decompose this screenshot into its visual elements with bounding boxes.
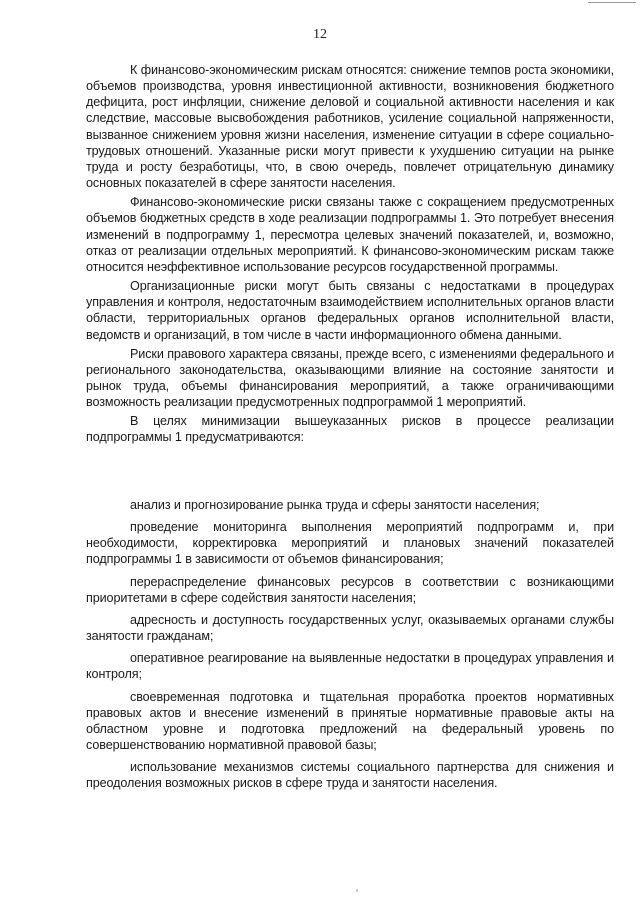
document-body	[86, 62, 614, 446]
mitigation-measures-list	[86, 497, 614, 792]
measure-item: адресность и доступность государственных услуг, оказываемых органами службы занятости гражданам;	[86, 612, 614, 644]
paragraph-budget-risks: Финансово-экономические риски связаны также с сокращением предусмотренных объемов бюджетных средств в ходе реализации подпрограммы 1. Это потребует внесения изменений в подпрограмму 1, пересмотра целевых значений показателей, и, возможно, отказ от реализации отдельных мероприятий. К финансово-экономическим рискам также относится неэффективное использование ресурсов государственной программы.	[86, 195, 614, 274]
measure-item: проведение мониторинга выполнения мероприятий подпрограмм и, при необходимости, корректировка мероприятий и плановых значений показателей подпрограммы 1 в зависимости от объемов финансирования;	[86, 520, 614, 567]
measure-item: использование механизмов системы социального партнерства для снижения и преодоления возможных рисков в сфере труда и занятости населения.	[86, 760, 614, 791]
scan-artifact	[356, 889, 358, 892]
paragraph-financial-risks: К финансово-экономическим рискам относятся: снижение темпов роста экономики, объемов производства, уровня инвестиционной активности, возникновения бюджетного дефицита, рост инфляции, снижение деловой и социальной активности населения и как следствие, массовые высвобождения работников, усиление социальной напряженности, вызванное снижением уровня жизни населения, изменение ситуации в сфере социально-трудовых отношений. Указанные риски могут привести к ухудшению ситуации на рынке труда и росту безработицы, что, в свою очередь, повлечет отрицательную динамику основных показателей в сфере занятости населения.	[86, 63, 614, 191]
measure-item: перераспределение финансовых ресурсов в соответствии с возникающими приоритетами в сфере содействия занятости населения;	[86, 574, 614, 605]
measure-item: оперативное реагирование на выявленные недостатки в процедурах управления и контроля;	[86, 651, 614, 682]
measure-item: своевременная подготовка и тщательная проработка проектов нормативных правовых актов и внесение изменений в принятые нормативные правовые акты на областном уровне и подготовка предложений на федеральный уровень по совершенствованию нормативной правовой базы;	[86, 689, 614, 753]
top-edge-rule	[588, 2, 636, 3]
paragraph-organizational-risks: Организационные риски могут быть связаны с недостатками в процедурах управления и контроля, недостаточным взаимодействием исполнительных органов власти области, территориальных органов федеральных органов исполнительной власти, ведомств и организаций, в том числе в части информационного обмена данными.	[86, 279, 614, 342]
paragraph-legal-risks: Риски правового характера связаны, прежде всего, с изменениями федерального и регионального законодательства, оказывающими влияние на состояние занятости и рынок труда, объемы финансирования мероприятий, а также ограничивающими возможность реализации предусмотренных подпрограммой 1 мероприятий.	[86, 346, 614, 410]
paragraph-mitigation-intro: В целях минимизации вышеуказанных рисков в процессе реализации подпрограммы 1 предусматриваются:	[86, 414, 614, 445]
page-number: 12	[313, 27, 327, 42]
measure-item: анализ и прогнозирование рынка труда и сферы занятости населения;	[130, 498, 540, 512]
